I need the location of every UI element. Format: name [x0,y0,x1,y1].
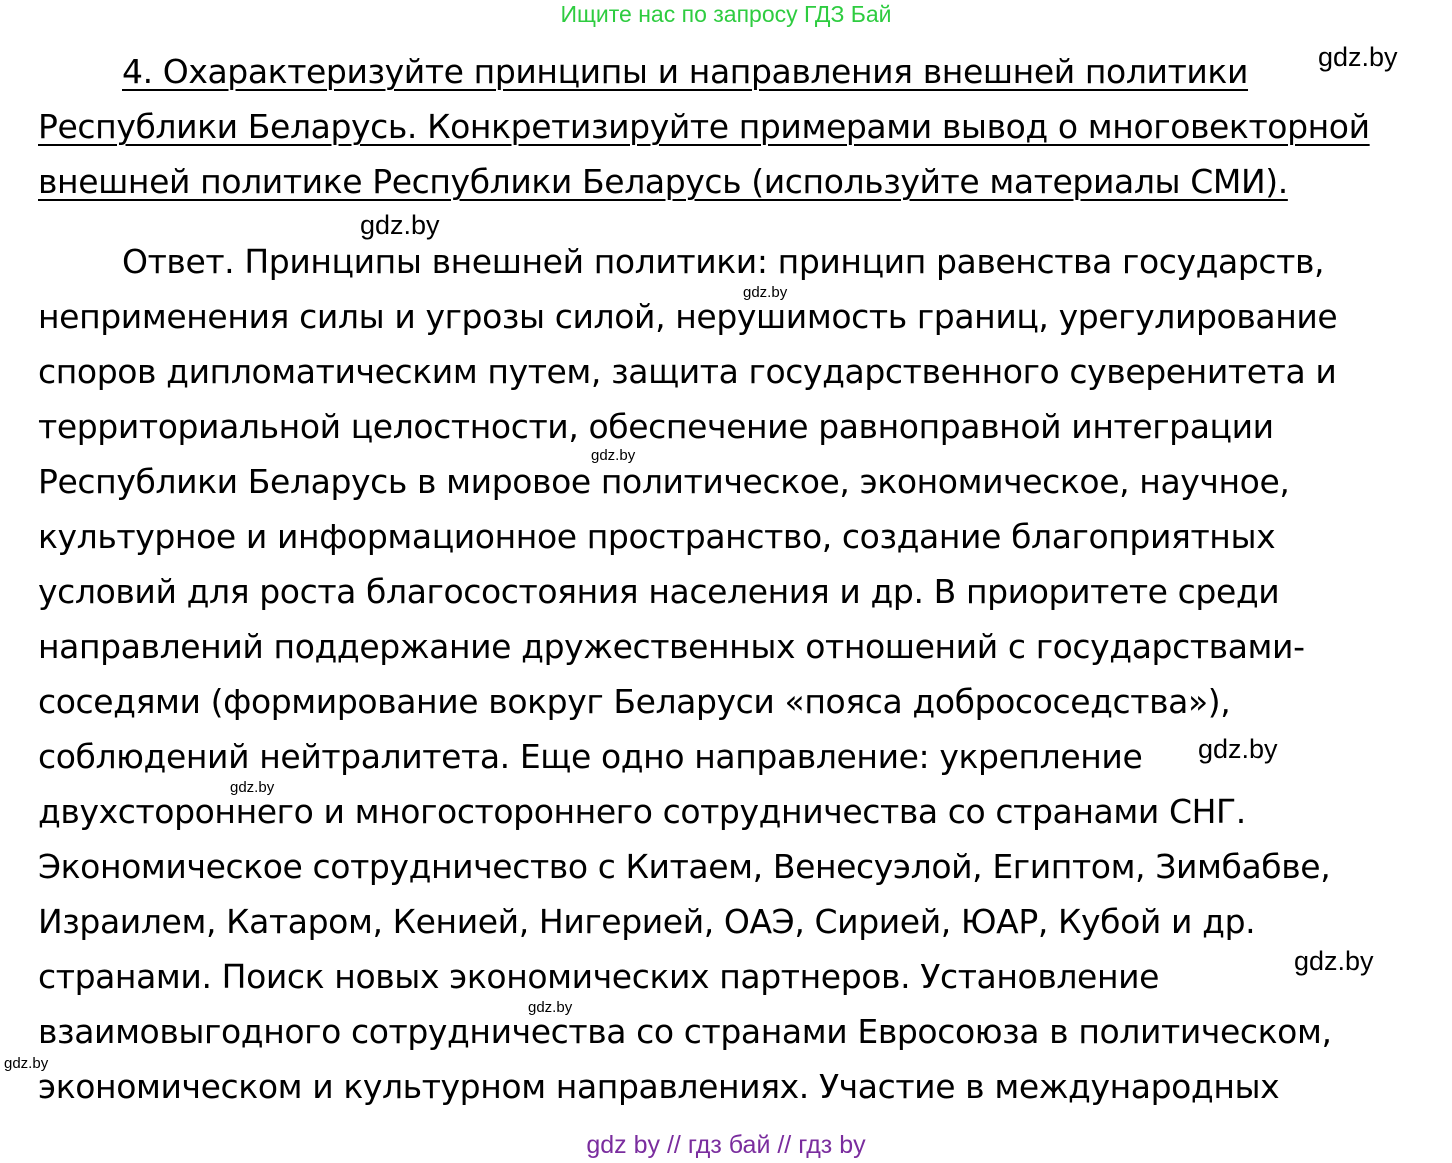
answer-line: соблюдений нейтралитета. Еще одно направление: укрепление [38,737,1143,776]
answer-line: странами. Поиск новых экономических партнеров. Установление [38,957,1160,996]
watermark: gdz.by [591,447,636,464]
answer-line: направлений поддержание дружественных отношений с государствами- [38,627,1305,666]
search-banner: Ищите нас по запросу ГДЗ Бай [560,1,892,27]
answer-line: соседями (формирование вокруг Беларуси «пояса добрососедства»), [38,682,1231,721]
watermark: gdz.by [4,1055,49,1072]
answer-line: Республики Беларусь в мировое политическое, экономическое, научное, [38,462,1290,501]
answer-line: Экономическое сотрудничество с Китаем, Венесуэлой, Египтом, Зимбабве, [38,847,1331,886]
watermark: gdz.by [1294,946,1374,976]
answer-line: территориальной целостности, обеспечение равноправной интеграции [38,407,1274,446]
watermark: gdz.by [1198,734,1278,764]
answer-line: Израилем, Катаром, Кенией, Нигерией, ОАЭ, Сирией, ЮАР, Кубой и др. [38,902,1256,941]
watermark: gdz.by [743,284,788,301]
question-line: 4. Охарактеризуйте принципы и направления внешней политики [122,52,1249,91]
watermark: gdz.by [1318,42,1398,72]
answer-line: культурное и информационное пространство, создание благоприятных [38,517,1276,556]
answer-line: условий для роста благосостояния населения и др. В приоритете среди [38,572,1280,611]
question-line: Республики Беларусь. Конкретизируйте примерами вывод о многовекторной [38,107,1370,146]
answer-line: Ответ. Принципы внешней политики: принцип равенства государств, [122,242,1325,281]
watermark: gdz.by [360,210,440,240]
answer-line: экономическом и культурном направлениях. Участие в международных [38,1067,1280,1106]
answer-line: двухстороннего и многостороннего сотрудничества со странами СНГ. [38,792,1246,831]
answer-line: неприменения силы и угрозы силой, нерушимость границ, урегулирование [38,297,1338,336]
watermark: gdz.by [230,779,275,796]
watermark: gdz.by [528,999,573,1016]
question-line: внешней политике Республики Беларусь (используйте материалы СМИ). [38,162,1288,201]
footer-links: gdz by // гдз бай // гдз by [586,1131,866,1159]
answer-line: взаимовыгодного сотрудничества со странами Евросоюза в политическом, [38,1012,1332,1051]
answer-line: споров дипломатическим путем, защита государственного суверенитета и [38,352,1337,391]
